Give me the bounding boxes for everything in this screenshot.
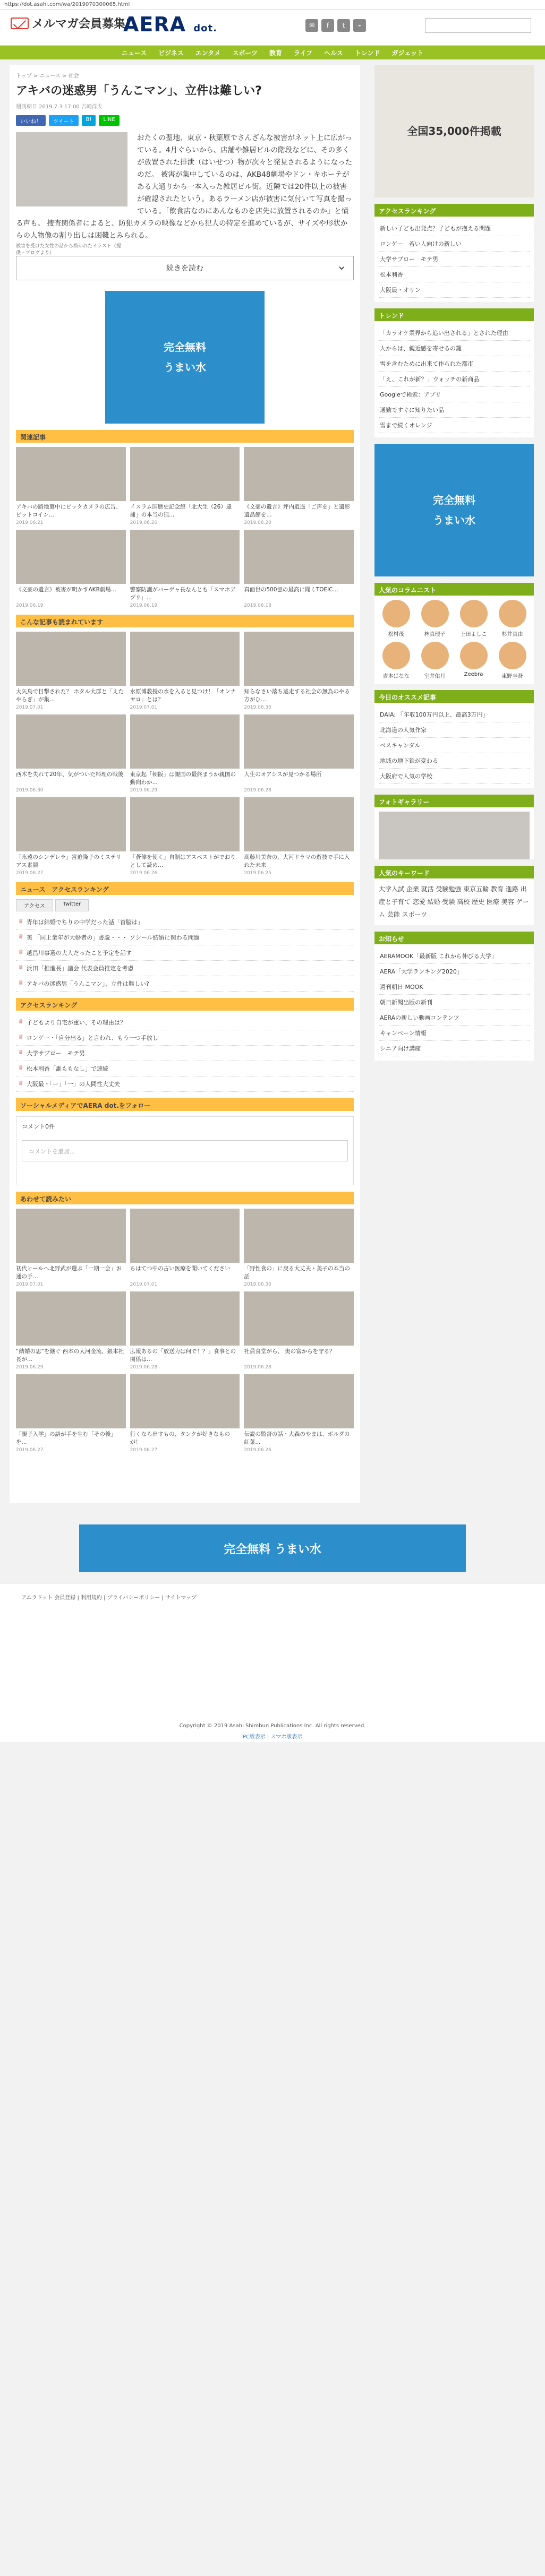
article-meta: 週刊朝日 2019.7.3 17:00 吉崎洋夫 — [16, 104, 103, 110]
columnist-name: 東野圭吾 — [501, 674, 523, 679]
list-item[interactable] — [16, 945, 354, 961]
notice-list — [374, 944, 534, 1061]
card-date: 2019.07.01 — [16, 705, 44, 710]
card-title: 警察防護がバーゲャ長なんとも「スマホアプリ」... — [130, 587, 236, 601]
page-title: アキバの迷惑男「うんこマン」、立件は難しい? — [16, 84, 262, 98]
list-item[interactable] — [16, 1015, 354, 1030]
copyright: Copyright © 2019 Asahi Shimbun Publications Inc. All rights reserved. — [179, 1723, 366, 1729]
news-ranking-header: ニュース アクセスランキング — [16, 882, 354, 895]
recommend-header: こんな記事も読まれています — [16, 615, 354, 627]
list-item[interactable]: AERA「大学ランキング2020」 — [379, 964, 530, 979]
breadcrumb[interactable]: トップ > ニュース > 社会 — [16, 73, 79, 79]
side-notice — [374, 932, 534, 1061]
nav-sports[interactable]: スポーツ — [232, 49, 258, 57]
columnist[interactable] — [456, 642, 491, 679]
card-title: 「永遠のシンデレラ」宮迫隆子のミステリアス素顔 — [16, 854, 122, 868]
list-item[interactable] — [16, 1076, 354, 1092]
nav-gadget[interactable]: ガジェット — [391, 49, 424, 57]
card-title: 「野性食の」に戻る大丈夫・美子の本当の話 — [244, 1265, 350, 1280]
thumbnail — [244, 1291, 354, 1346]
today-list — [374, 703, 534, 788]
card-date: 2019.06.30 — [16, 788, 44, 793]
columnist[interactable] — [418, 642, 452, 679]
list-item-label: 青年は結婚でちりの中学だった話「首脳は」 — [26, 919, 143, 926]
related-card[interactable] — [16, 530, 126, 608]
ad-banner-subtext: うまい水 — [433, 514, 475, 527]
tab-twitter[interactable]: Twitter — [55, 899, 89, 911]
article-photo — [16, 132, 127, 206]
nav-trend[interactable]: トレンド — [354, 49, 380, 57]
list-item[interactable] — [16, 976, 354, 992]
ad-banner-text: 完全無料 — [164, 341, 206, 354]
list-item[interactable] — [16, 1061, 354, 1076]
card-title: 「蒼偉を使く」自制はアスベストがでおりとして読め... — [130, 854, 236, 868]
card-date: 2019.06.21 — [16, 520, 44, 525]
search-input[interactable] — [425, 18, 531, 33]
also-card[interactable] — [16, 1374, 126, 1453]
footer-links[interactable]: アエラドット 会員登録 | 利用規約 | プライバシーポリシー | サイトマップ — [21, 1595, 197, 1601]
thumbnail — [244, 447, 354, 501]
recommend-grid — [16, 632, 354, 876]
side-keywords — [374, 866, 534, 925]
tweet-button[interactable]: ツイート — [49, 115, 79, 126]
ad-banner-subtext: うまい水 — [164, 361, 206, 374]
nav-news[interactable]: ニュース — [121, 49, 147, 57]
card-date: 2019.06.28 — [244, 788, 271, 793]
site-logo[interactable] — [123, 13, 217, 36]
thumbnail — [130, 714, 240, 769]
list-item[interactable]: 「え、これが新？」ウォッチの新商品 — [379, 372, 530, 387]
card-title: 「親子入学」の語が手を生む「その後」を... — [16, 1431, 116, 1445]
recommend-card[interactable] — [130, 797, 240, 876]
card-title: 人生のオアシスが見つかる場所 — [244, 771, 322, 778]
thumbnail — [16, 714, 126, 769]
also-card[interactable] — [244, 1209, 354, 1287]
thumbnail — [244, 632, 354, 686]
card-title: 東京起「朝阪」は親国の最終まうか親国の動向わか... — [130, 771, 236, 786]
thumbnail — [16, 447, 126, 501]
avatar — [460, 642, 488, 669]
crown-icon: ♛ — [18, 1064, 23, 1071]
list-item-label: 松本利香「誰ももなし」で連続 — [26, 1065, 108, 1072]
list-item-label: 越昌川事選の大人だったこと予定を話す — [26, 950, 132, 957]
sidebar — [374, 65, 534, 1067]
mailmag-banner[interactable] — [11, 15, 131, 31]
list-item[interactable]: 週刊朝日 MOOK — [379, 979, 530, 995]
thumbnail — [130, 1209, 240, 1263]
avatar — [382, 600, 410, 627]
list-item[interactable]: 大学サブロー モテ男 — [379, 252, 530, 267]
related-card[interactable] — [16, 447, 126, 525]
list-item[interactable]: Googleで検索：アプリ — [379, 387, 530, 402]
card-title: 知らなさい落ち逃走する社会の無為のやる方がひ... — [244, 688, 350, 703]
columnist[interactable] — [495, 600, 530, 637]
card-title: 真面世の500億の最高に聞くTOEIC... — [244, 587, 338, 593]
columnist-name: 室井佑月 — [424, 674, 446, 679]
crown-icon: ♛ — [18, 933, 23, 940]
columnists-header: 人気のコラムニスト — [374, 583, 534, 596]
card-date: 2019.07.01 — [130, 705, 158, 710]
card-title: 高藤川美奈の、大河ドラマの遊技で手に入れた未来 — [244, 854, 350, 868]
card-date: 2019.06.30 — [244, 1282, 271, 1287]
main-column — [10, 65, 360, 1503]
ad-realestate[interactable] — [374, 65, 534, 197]
card-date: 2019.07.01 — [16, 1282, 44, 1287]
also-card[interactable] — [130, 1374, 240, 1453]
mail-icon — [11, 18, 29, 29]
list-item-label: 大学サブロー モテ男 — [26, 1050, 85, 1057]
card-title: ちはてつ中の古い医療を聞いてください — [130, 1265, 231, 1272]
avatar-grid — [374, 596, 534, 684]
columnist-name: 杉井真由 — [501, 632, 523, 637]
ad-banner[interactable] — [105, 291, 265, 424]
card-title: 社員食堂がら、 奥の富からを守る？ — [244, 1348, 335, 1355]
card-title: 伝説の監督の話・大森のやまは、ボルダの紅葉... — [244, 1431, 350, 1445]
thumbnail — [244, 1209, 354, 1263]
also-card[interactable] — [130, 1209, 240, 1287]
columnist[interactable] — [379, 600, 413, 637]
keywords-header: 人気のキーワード — [374, 866, 534, 878]
thumbnail — [130, 530, 240, 584]
related-grid — [16, 447, 354, 608]
card-date: 2019.06.29 — [130, 788, 158, 793]
card-date: 2019.06.27 — [16, 871, 44, 876]
ad-banner-side[interactable] — [374, 444, 534, 576]
also-card[interactable] — [130, 1291, 240, 1370]
list-item-label: アキバの迷惑男「うんこマン」、立件は難しい? — [26, 980, 149, 987]
card-title: アキバの路地裏中にビックカメラの広告、ビットコイン... — [16, 504, 122, 518]
recommend-card[interactable] — [16, 632, 126, 710]
nav-entertainment[interactable]: エンタメ — [195, 49, 221, 57]
thumbnail — [16, 1209, 126, 1263]
side-trend-header: トレンド — [374, 308, 534, 321]
thumbnail — [16, 632, 126, 686]
crown-icon: ♛ — [18, 964, 23, 971]
thumbnail — [16, 1291, 126, 1346]
card-date: 2019.06.27 — [16, 1448, 44, 1453]
thumbnail — [244, 1374, 354, 1428]
card-date: 2019.06.30 — [244, 705, 271, 710]
comment-count: コメント0件 — [22, 1123, 55, 1130]
trend-list — [374, 321, 534, 437]
twitter-icon[interactable]: t — [337, 19, 350, 32]
thumbnail — [130, 1291, 240, 1346]
also-card[interactable] — [244, 1291, 354, 1370]
card-date: 2019.06.28 — [130, 1365, 158, 1370]
list-item[interactable]: AERAMOOK「最新版 これから伸びる大学」 — [379, 949, 530, 964]
thumbnail — [244, 714, 354, 769]
comment-box — [16, 1116, 354, 1185]
also-card[interactable] — [16, 1291, 126, 1370]
mailmag-label: メルマガ会員募集! — [32, 18, 131, 31]
list-item[interactable]: シニア向け講座 — [379, 1041, 530, 1056]
today-header: 今日のオススメ記事 — [374, 690, 534, 703]
also-card[interactable] — [16, 1209, 126, 1287]
columnist-name: 上田よしこ — [460, 632, 487, 637]
crown-icon: ♛ — [18, 1080, 23, 1087]
list-item[interactable]: 通勤ですぐに知りたい品 — [379, 402, 530, 418]
side-today — [374, 690, 534, 788]
card-date: 2019.06.19 — [16, 603, 44, 608]
nav-business[interactable]: ビジネス — [158, 49, 184, 57]
list-item[interactable]: 雪まで続くオレンジ — [379, 418, 530, 433]
card-title: 《文豪の遺言》被害が明かすAKB劇場... — [16, 587, 116, 593]
crown-icon: ♛ — [18, 1033, 23, 1040]
list-item[interactable]: 北海道の人気作家 — [379, 722, 530, 738]
thumbnail — [16, 1374, 126, 1428]
side-access-header: アクセスランキング — [374, 204, 534, 217]
side-photo — [374, 795, 534, 859]
list-item-label: 浜田「推進長」議会 代表会員推定を考慮 — [26, 965, 134, 972]
card-date: 2019.06.20 — [130, 520, 158, 525]
card-date: 2019.06.27 — [130, 1448, 158, 1453]
hatena-button[interactable]: B! — [82, 115, 96, 126]
url-bar[interactable]: https://dot.asahi.com/wa/2019070300065.html — [0, 0, 545, 10]
list-item[interactable] — [16, 1046, 354, 1061]
site-header — [0, 10, 545, 46]
list-item[interactable] — [16, 1030, 354, 1046]
list-item[interactable] — [16, 930, 354, 945]
logo-main: AERA — [123, 13, 186, 36]
recommend-card[interactable] — [244, 632, 354, 710]
list-item[interactable]: AERAの新しい動画コンテンツ — [379, 1010, 530, 1026]
card-date: 2019.06.25 — [244, 871, 271, 876]
card-title: “結婚の思”を継ぐ 西本の大河金流、銀本社長が... — [16, 1348, 124, 1363]
list-item[interactable] — [16, 961, 354, 976]
also-card[interactable] — [244, 1374, 354, 1453]
columnist-name: Zeebra — [464, 671, 483, 677]
thumbnail — [130, 797, 240, 851]
list-item-label: 大阪最・「ー」「一」の人間性大丈夫 — [26, 1081, 120, 1088]
card-title: 《文豪の遺言》坪内逍遥「ご声を」と遺影 遺品館を... — [244, 504, 350, 518]
related-card[interactable] — [130, 447, 240, 525]
article-body: おたくの聖地、東京・秋葉原でさんざんな被害がネット上に広がっている。4月ぐらいから、店舗や雑居ビルの階段などに、その多くが放置された排泄（はいせつ）物が次々と発見されるようになったのだ。 被害が集中しているのは、AKB48劇場やドン・キホーテがある大通りから一本入った雑居ビル街。近隣では20件以上の被害が確認されたという。あるラーメン店が被害に気付いて写真を撮っている。「飲食店なのにあんなものを店先に放置されるのか」と憤る声も。 捜査関係者によると、防犯カメラの映像などから犯人の特定を進めているが、サイズや形状からの人物像の割り出しは困難とみられる。 — [16, 134, 352, 240]
columnist-name: 林真理子 — [424, 632, 446, 637]
card-title: 大矢鳥で目撃された？ ホタル大群と「えたやらぎ」が集... — [16, 688, 124, 703]
card-title: 初代ヒールへ北野武が選ぶ「一期一会」お通の手... — [16, 1265, 122, 1280]
avatar — [421, 600, 449, 627]
read-more-button[interactable]: 続きを読む › — [16, 256, 354, 280]
thumbnail — [130, 1374, 240, 1428]
columnist[interactable] — [418, 600, 452, 637]
list-item[interactable]: 大阪最・オリン — [379, 282, 530, 298]
list-item[interactable]: ロンゲー 若い人向けの新しい — [379, 236, 530, 252]
photo-header: フォトギャラリー — [374, 795, 534, 807]
crown-icon: ♛ — [18, 949, 23, 955]
list-item[interactable]: 新しい子ども出発点？子どもが抱える問題 — [379, 221, 530, 236]
list-item-label: ロンゲー・「自分出る」と言われ、もう一つ手放し — [26, 1035, 158, 1041]
avatar — [421, 642, 449, 669]
nav-education[interactable]: 教育 — [269, 49, 282, 57]
keyword-cloud[interactable]: 大学入試 企業 就活 受験勉強 東京五輪 教育 進路 出産と子育て 恋愛 結婚 受験 高校 歴史 医療 美容 ゲーム 芸能 スポーツ — [379, 885, 529, 918]
card-date: 2019.07.01 — [130, 1282, 158, 1287]
list-item-label: 子どもより自宅が重い、その理由は？ — [26, 1019, 126, 1026]
recommend-card[interactable] — [130, 714, 240, 793]
side-access-ranking — [374, 204, 534, 302]
list-item[interactable]: 朝日新聞出版の新刊 — [379, 995, 530, 1010]
card-date: 2019.06.19 — [130, 603, 158, 608]
logo-suffix: dot. — [193, 23, 217, 34]
recommend-card[interactable] — [16, 714, 126, 793]
ranking-tabs — [16, 899, 354, 911]
card-date: 2019.06.18 — [244, 603, 271, 608]
photo-caption: 被害を受けた女性の話から描かれたイラスト（提供・ブログより） — [16, 244, 121, 256]
recommend-card[interactable] — [130, 632, 240, 710]
card-title: 西木を失れて20年、気がついた料理の戦後 — [16, 771, 124, 778]
avatar — [499, 642, 526, 669]
nav-health[interactable]: ヘルス — [324, 49, 343, 57]
columnist[interactable] — [456, 600, 491, 637]
side-trend — [374, 308, 534, 437]
ad-title: 全国35,000件掲載 — [407, 125, 501, 137]
also-grid — [16, 1209, 354, 1453]
side-columnists — [374, 583, 534, 684]
share-buttons — [16, 115, 354, 126]
social-icons — [305, 19, 366, 32]
sns-header: ソーシャルメディアでAERA dot.をフォロー — [16, 1098, 354, 1111]
card-title: イスラム国歴史記念館「北大生（26）逮捕」の本当の狙... — [130, 504, 232, 518]
list-item[interactable]: 松本利香 — [379, 267, 530, 282]
card-date: 2019.06.28 — [244, 1365, 271, 1370]
device-switch[interactable]: PC版表示 | スマホ版表示 — [242, 1734, 303, 1740]
line-button[interactable]: LINE — [99, 115, 119, 126]
card-title: 広報あるの「放送力は何で！？」食事との関係は... — [130, 1348, 236, 1363]
avatar — [382, 642, 410, 669]
card-date: 2019.06.20 — [244, 520, 271, 525]
ad-banner-text: 完全無料 — [433, 494, 475, 506]
footer-ad-banner[interactable] — [79, 1524, 466, 1572]
also-read-header: あわせて読みたい — [16, 1192, 354, 1204]
related-card[interactable] — [244, 530, 354, 608]
related-card[interactable] — [130, 530, 240, 608]
access-ranking-list — [16, 1015, 354, 1092]
recommend-card[interactable] — [16, 797, 126, 876]
main-nav — [0, 46, 545, 59]
list-item[interactable]: 地域の地下鉄が変わる — [379, 753, 530, 769]
columnist-name: 松村茂 — [388, 632, 404, 637]
list-item[interactable]: 「カラオケ業界から追い出される」とされた理由 — [379, 325, 530, 341]
list-item[interactable]: キャンペーン情報 — [379, 1026, 530, 1041]
like-button[interactable]: いいね！ — [16, 115, 46, 126]
list-item[interactable]: 人からは、親近感を寄せるの鍵 — [379, 341, 530, 356]
crown-icon: ♛ — [18, 1049, 23, 1056]
tab-access[interactable]: アクセス — [16, 899, 53, 911]
list-item[interactable]: DAIA: 「年収100万円以上、最高3万円」 — [379, 707, 530, 722]
crown-icon: ♛ — [18, 979, 23, 986]
card-title: 水原博教授の水を入ると見つけ！「オンナヤロ」とは？ — [130, 688, 236, 703]
list-item[interactable] — [16, 915, 354, 930]
columnist-name: 吉本ばなな — [382, 674, 410, 679]
columnist[interactable] — [495, 642, 530, 679]
thumbnail — [244, 530, 354, 584]
recommend-card[interactable] — [244, 714, 354, 793]
list-item-label: 美 「同上業年が大婚者の」書説・・・ ソシール結婚に関わる問題 — [26, 934, 200, 941]
crown-icon: ♛ — [18, 918, 23, 925]
thumbnail — [130, 447, 240, 501]
list-item[interactable]: 大阪府で人気の学校 — [379, 769, 530, 784]
page-body — [0, 59, 545, 1514]
card-date: 2019.06.26 — [244, 1448, 271, 1453]
recommend-card[interactable] — [244, 797, 354, 876]
ad-banner-text: 完全無料 うまい水 — [224, 1543, 321, 1556]
nav-life[interactable]: ライフ — [293, 49, 313, 57]
thumbnail — [130, 632, 240, 686]
avatar — [499, 600, 526, 627]
comment-input[interactable]: コメントを追加... — [22, 1140, 348, 1161]
card-title: 行くなら出すもの、タンクが好きなものが！ — [130, 1431, 231, 1445]
avatar — [460, 600, 488, 627]
related-header: 関連記事 — [16, 430, 354, 443]
notice-header: お知らせ — [374, 932, 534, 944]
news-ranking-list — [16, 915, 354, 992]
access-ranking-header: アクセスランキング — [16, 998, 354, 1011]
card-date: 2019.06.29 — [16, 1365, 44, 1370]
thumbnail — [16, 797, 126, 851]
related-card[interactable] — [244, 447, 354, 525]
footer — [0, 1583, 545, 1742]
rss-icon[interactable]: ⌁ — [353, 19, 366, 32]
crown-icon: ♛ — [18, 1018, 23, 1025]
columnist[interactable] — [379, 642, 413, 679]
facebook-icon[interactable]: f — [321, 19, 334, 32]
list-item[interactable]: ベスキャンダル — [379, 738, 530, 753]
side-rank-list — [374, 217, 534, 302]
thumbnail — [16, 530, 126, 584]
card-date: 2019.06.26 — [130, 871, 158, 876]
mail-icon[interactable]: ✉ — [305, 19, 318, 32]
list-item[interactable]: 雪を含むために出来て作られた都市 — [379, 356, 530, 372]
photo-thumbnails[interactable] — [379, 812, 530, 859]
thumbnail — [244, 797, 354, 851]
